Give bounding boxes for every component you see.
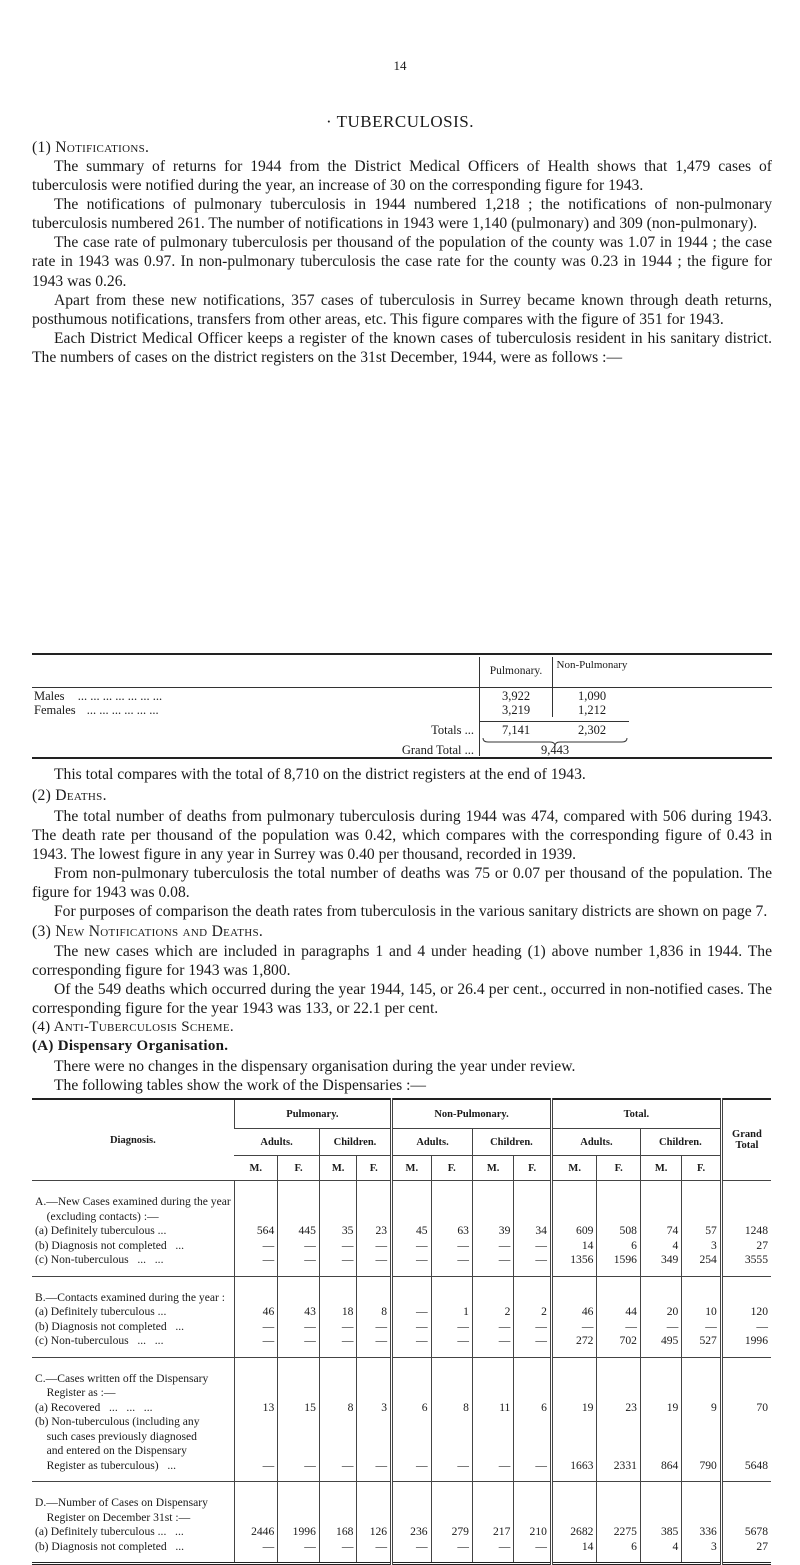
value-cell xyxy=(392,1357,431,1482)
section-2-body xyxy=(32,807,772,922)
sex-f: F. xyxy=(514,1156,552,1181)
value: — xyxy=(457,1539,469,1553)
section-3-body xyxy=(32,942,772,1018)
value: — xyxy=(535,1539,547,1553)
value: 790 xyxy=(699,1458,717,1472)
value: 254 xyxy=(699,1253,717,1266)
value-cell xyxy=(597,1276,641,1357)
value: 168 xyxy=(336,1525,354,1538)
diagnosis-line: (a) Definitely tuberculous ... xyxy=(35,1305,167,1318)
header-total: Total. xyxy=(551,1099,721,1129)
section-4-heading: (4) Anti-Tuberculosis Scheme. xyxy=(32,1019,234,1035)
paragraph: The summary of returns for 1944 from the District Medical Officers of Health shows that 1,479 cases of tuberculosis were notified during the year, an increase of 30 on the corresponding figure for 1943. xyxy=(32,158,772,195)
col-non-pulmonary-header: Non-Pulmonary xyxy=(556,659,628,671)
value: 864 xyxy=(660,1458,679,1472)
value-cell xyxy=(551,1482,596,1564)
value: 20 xyxy=(666,1305,679,1318)
value-cell xyxy=(392,1181,431,1277)
value: 349 xyxy=(660,1253,679,1266)
diagnosis-line: Register as tuberculous) ... xyxy=(35,1458,177,1472)
diagnosis-line: (b) Diagnosis not completed ... xyxy=(35,1238,185,1252)
value: — xyxy=(535,1334,547,1347)
page-title: · TUBERCULOSIS. xyxy=(326,112,474,131)
value: 18 xyxy=(341,1305,354,1318)
diagnosis-line: D.—Number of Cases on Dispensary xyxy=(35,1496,208,1509)
sex-f: F. xyxy=(357,1156,392,1181)
value-cell xyxy=(392,1482,431,1564)
value: — xyxy=(457,1319,469,1333)
value: 46 xyxy=(581,1305,594,1318)
value: 385 xyxy=(660,1525,679,1538)
value: 236 xyxy=(410,1525,428,1538)
value: — xyxy=(581,1319,594,1333)
section-3-heading: (3) New Notifications and Deaths. xyxy=(32,923,264,940)
value-cell xyxy=(431,1181,472,1277)
value: 495 xyxy=(660,1334,679,1347)
females-non-pulmonary: 1,212 xyxy=(577,703,607,717)
sex-m: M. xyxy=(640,1156,681,1181)
grand-total-label: Grand Total ... xyxy=(401,743,474,757)
value-cell xyxy=(357,1276,392,1357)
value-cell xyxy=(721,1181,771,1277)
value-cell xyxy=(472,1276,513,1357)
value: — xyxy=(415,1253,428,1266)
table-section-row xyxy=(32,1482,771,1564)
value: — xyxy=(498,1319,511,1333)
value-cell xyxy=(640,1482,681,1564)
value: — xyxy=(304,1334,316,1347)
value-cell xyxy=(597,1181,641,1277)
totals-non-pulmonary: 2,302 xyxy=(577,723,607,737)
header-diagnosis: Diagnosis. xyxy=(109,1134,156,1146)
value: — xyxy=(415,1334,428,1347)
value-cell xyxy=(551,1181,596,1277)
paragraph: Apart from these new notifications, 357 cases of tuberculosis in Surrey became known through death returns, posthumous notifications, transfers from other areas, etc. This figure compares with the figure of 351 for 1943. xyxy=(32,291,772,328)
value: 3555 xyxy=(744,1253,768,1266)
register-table xyxy=(32,653,772,763)
value: — xyxy=(262,1539,275,1553)
value: — xyxy=(304,1319,316,1333)
value: 272 xyxy=(576,1334,594,1347)
value: 445 xyxy=(298,1224,316,1237)
subheader-children: Children. xyxy=(472,1129,551,1156)
value: 5678 xyxy=(744,1525,768,1538)
value: 1996 xyxy=(292,1525,316,1538)
value: — xyxy=(498,1458,511,1472)
sex-m: M. xyxy=(234,1156,278,1181)
value: — xyxy=(262,1334,275,1347)
value-cell xyxy=(514,1181,552,1277)
value: 6 xyxy=(541,1400,547,1414)
page-number: 14 xyxy=(393,58,407,73)
value: 46 xyxy=(262,1305,275,1318)
table-section-row xyxy=(32,1357,771,1482)
value: — xyxy=(457,1334,469,1347)
totals-pulmonary: 7,141 xyxy=(501,723,531,737)
diagnosis-line: such cases previously diagnosed xyxy=(35,1429,197,1443)
section-2-heading: (2) Deaths. xyxy=(32,787,107,804)
paragraph: Of the 549 deaths which occurred during the year 1944, 145, or 26.4 per cent., occurred in non-notified cases. The corresponding figure for the year 1943 was 133, or 22.1 per cent. xyxy=(32,981,772,1018)
dispensary-table-body xyxy=(32,1181,771,1564)
value: 63 xyxy=(457,1224,469,1237)
value-cell xyxy=(319,1181,357,1277)
value: 27 xyxy=(756,1539,768,1553)
value-cell xyxy=(472,1357,513,1482)
value: — xyxy=(341,1334,354,1347)
value: 70 xyxy=(756,1400,768,1414)
value: 14 xyxy=(581,1539,594,1553)
value-cell xyxy=(319,1357,357,1482)
value: 279 xyxy=(451,1525,469,1538)
value-cell xyxy=(514,1357,552,1482)
diagnosis-cell xyxy=(32,1276,234,1357)
value: — xyxy=(375,1539,388,1553)
value-cell xyxy=(278,1276,320,1357)
value: 336 xyxy=(699,1525,717,1538)
value: 14 xyxy=(581,1238,594,1252)
diagnosis-cell xyxy=(32,1357,234,1482)
paragraph: There were no changes in the dispensary organisation during the year under review. xyxy=(54,1058,576,1075)
value-cell xyxy=(682,1181,722,1277)
value: 508 xyxy=(619,1224,637,1237)
value: 4 xyxy=(672,1539,679,1553)
value: — xyxy=(666,1319,679,1333)
value-cell xyxy=(640,1276,681,1357)
value: — xyxy=(304,1238,316,1252)
sex-m: M. xyxy=(472,1156,513,1181)
value: — xyxy=(415,1539,428,1553)
value: — xyxy=(535,1319,547,1333)
section-4-subheading: (A) Dispensary Organisation. xyxy=(32,1038,229,1054)
header-non-pulmonary: Non-Pulmonary. xyxy=(392,1099,552,1129)
value: 11 xyxy=(499,1400,511,1414)
value: 15 xyxy=(304,1400,316,1414)
value: — xyxy=(341,1253,354,1266)
value-cell xyxy=(551,1357,596,1482)
value-cell xyxy=(234,1276,278,1357)
sex-f: F. xyxy=(431,1156,472,1181)
value: — xyxy=(457,1238,469,1252)
diagnosis-line: (a) Recovered ... ... ... xyxy=(35,1400,153,1414)
grand-total-value: 9,443 xyxy=(540,743,570,757)
value: — xyxy=(498,1238,511,1252)
value: — xyxy=(341,1458,354,1472)
value: — xyxy=(415,1458,428,1472)
value: — xyxy=(415,1238,428,1252)
males-non-pulmonary: 1,090 xyxy=(577,689,607,703)
subheader-adults: Adults. xyxy=(234,1129,319,1156)
value: — xyxy=(415,1319,428,1333)
value-cell xyxy=(472,1181,513,1277)
value: — xyxy=(625,1319,637,1333)
value: 8 xyxy=(381,1305,388,1318)
value: 34 xyxy=(535,1224,547,1237)
paragraph: From non-pulmonary tuberculosis the total number of deaths was 75 or 0.07 per thousand of the population. The figure for 1943 was 0.08. xyxy=(32,865,772,902)
value: 1356 xyxy=(570,1253,594,1266)
value: — xyxy=(375,1458,388,1472)
value: — xyxy=(375,1319,388,1333)
dispensary-table xyxy=(32,1098,771,1565)
diagnosis-line: B.—Contacts examined during the year : xyxy=(35,1290,225,1304)
value: 120 xyxy=(750,1305,768,1318)
value: 39 xyxy=(498,1224,511,1237)
value: 27 xyxy=(756,1238,768,1252)
after-register-text: This total compares with the total of 8,710 on the district registers at the end of 1943. xyxy=(54,766,586,783)
subheader-children: Children. xyxy=(319,1129,391,1156)
header-pulmonary: Pulmonary. xyxy=(234,1099,391,1129)
value-cell xyxy=(234,1482,278,1564)
value: — xyxy=(498,1334,511,1347)
value: 13 xyxy=(262,1400,275,1414)
value: 8 xyxy=(347,1400,354,1414)
paragraph: The case rate of pulmonary tuberculosis per thousand of the population of the county was 1.07 in 1944 ; the case rate in 1943 was 0.97. In non-pulmonary tuberculosis the case rate for the county was 0.23 in 1944 ; the figure for 1943 was 0.26. xyxy=(32,234,772,290)
diagnosis-line: (a) Definitely tuberculous ... xyxy=(35,1224,167,1237)
value-cell xyxy=(597,1357,641,1482)
value: 19 xyxy=(581,1400,594,1414)
value: 8 xyxy=(463,1400,469,1414)
value: 702 xyxy=(619,1334,637,1347)
value: 3 xyxy=(711,1539,717,1553)
sex-f: F. xyxy=(597,1156,641,1181)
section-1-heading: (1) Notifications. xyxy=(32,139,150,156)
value: — xyxy=(304,1458,316,1472)
col-pulmonary-header: Pulmonary. xyxy=(489,665,543,677)
value-cell xyxy=(472,1482,513,1564)
value-cell xyxy=(514,1276,552,1357)
subheader-adults: Adults. xyxy=(551,1129,640,1156)
value: — xyxy=(304,1539,316,1553)
value-cell xyxy=(514,1482,552,1564)
diagnosis-cell xyxy=(32,1482,234,1564)
paragraph: Each District Medical Officer keeps a register of the known cases of tuberculosis resident in his sanitary district. The numbers of cases on the district registers on the 31st December, 1944, were as follows :— xyxy=(32,329,772,366)
males-pulmonary: 3,922 xyxy=(501,689,531,703)
value: 126 xyxy=(369,1525,388,1538)
diagnosis-line: Register on December 31st :— xyxy=(35,1510,191,1524)
value: 217 xyxy=(492,1525,511,1538)
value: 44 xyxy=(625,1305,637,1318)
value: 23 xyxy=(375,1224,388,1237)
value-cell xyxy=(721,1276,771,1357)
register-row-label: Females ... ... ... ... ... ... xyxy=(34,703,159,717)
subheader-adults: Adults. xyxy=(392,1129,473,1156)
value: — xyxy=(535,1458,547,1472)
paragraph: The new cases which are included in paragraphs 1 and 4 under heading (1) above number 1,836 in 1944. The corresponding figure for 1943 was 1,800. xyxy=(32,943,772,980)
value-cell xyxy=(431,1276,472,1357)
value: — xyxy=(341,1319,354,1333)
value: — xyxy=(756,1319,768,1333)
sex-f: F. xyxy=(278,1156,320,1181)
value: 210 xyxy=(529,1525,547,1538)
value-cell xyxy=(392,1276,431,1357)
value: 23 xyxy=(625,1400,637,1414)
value-cell xyxy=(682,1482,722,1564)
paragraph: The total number of deaths from pulmonary tuberculosis during 1944 was 474, compared with 506 during 1943. The death rate per thousand of the population was 0.42, which compares with the corresponding figure of 0.43 in 1943. The lowest figure in any year in Surrey was 0.40 per thousand, recorded in 1939. xyxy=(32,808,772,864)
diagnosis-line: (excluding contacts) :— xyxy=(35,1209,159,1223)
diagnosis-line: C.—Cases written off the Dispensary xyxy=(35,1371,209,1385)
value: 43 xyxy=(304,1305,316,1318)
value: 527 xyxy=(699,1334,717,1347)
value-cell xyxy=(357,1181,392,1277)
value: — xyxy=(262,1253,275,1266)
value: 45 xyxy=(415,1224,428,1237)
value: — xyxy=(341,1539,354,1553)
value: 10 xyxy=(705,1305,717,1318)
value: 4 xyxy=(672,1238,679,1252)
value: 1663 xyxy=(570,1458,594,1472)
paragraph: The notifications of pulmonary tuberculosis in 1944 numbered 1,218 ; the notifications of non-pulmonary tuberculosis numbered 261. The number of notifications in 1943 were 1,140 (pulmonary) and 309 (non-pulmonary). xyxy=(32,196,772,233)
value: 1596 xyxy=(613,1253,637,1266)
diagnosis-line: (a) Definitely tuberculous ... ... xyxy=(35,1525,184,1538)
diagnosis-cell xyxy=(32,1181,234,1277)
value-cell xyxy=(721,1482,771,1564)
value: 3 xyxy=(711,1238,717,1252)
diagnosis-line: and entered on the Dispensary xyxy=(35,1444,187,1457)
value: 6 xyxy=(631,1238,637,1252)
value: — xyxy=(535,1238,547,1252)
value: 57 xyxy=(705,1224,717,1237)
value: 74 xyxy=(666,1224,679,1237)
value: — xyxy=(262,1319,275,1333)
value-cell xyxy=(640,1181,681,1277)
value: 1996 xyxy=(744,1334,768,1347)
value: 6 xyxy=(421,1400,428,1414)
sex-f: F. xyxy=(682,1156,722,1181)
value: 609 xyxy=(576,1224,594,1237)
diagnosis-line: (c) Non-tuberculous ... ... xyxy=(35,1334,164,1347)
diagnosis-line: (b) Diagnosis not completed ... xyxy=(35,1319,185,1333)
totals-label: Totals ... xyxy=(431,723,474,737)
value: 3 xyxy=(381,1400,388,1414)
value-cell xyxy=(278,1357,320,1482)
value: — xyxy=(535,1253,547,1266)
value: 19 xyxy=(666,1400,679,1414)
value: — xyxy=(262,1458,275,1472)
value-cell xyxy=(640,1357,681,1482)
paragraph: For purposes of comparison the death rates from tuberculosis in the various sanitary districts are shown on page 7. xyxy=(54,903,768,921)
value: — xyxy=(498,1539,511,1553)
diagnosis-line: (b) Diagnosis not completed ... xyxy=(35,1539,185,1553)
subheader-children: Children. xyxy=(640,1129,721,1156)
value-cell xyxy=(431,1482,472,1564)
value: 2275 xyxy=(613,1525,637,1538)
value: — xyxy=(262,1238,275,1252)
diagnosis-line: A.—New Cases examined during the year xyxy=(35,1195,231,1208)
sex-m: M. xyxy=(551,1156,596,1181)
value: — xyxy=(705,1319,717,1333)
section-1-body xyxy=(32,157,772,367)
value: — xyxy=(375,1253,388,1266)
table-section-row xyxy=(32,1181,771,1277)
value: 9 xyxy=(711,1400,717,1414)
value-cell xyxy=(319,1482,357,1564)
value: — xyxy=(375,1238,388,1252)
value: 1 xyxy=(463,1305,469,1318)
table-section-row xyxy=(32,1276,771,1357)
value: 5648 xyxy=(744,1458,768,1472)
value: — xyxy=(457,1458,469,1472)
value: — xyxy=(498,1253,511,1266)
sex-m: M. xyxy=(392,1156,431,1181)
value-cell xyxy=(278,1482,320,1564)
value-cell xyxy=(721,1357,771,1482)
value-cell xyxy=(319,1276,357,1357)
value-cell xyxy=(551,1276,596,1357)
value-cell xyxy=(431,1357,472,1482)
value: 2331 xyxy=(613,1458,637,1472)
value: 2 xyxy=(504,1305,511,1318)
value: 35 xyxy=(341,1224,354,1237)
value-cell xyxy=(357,1482,392,1564)
value: 2 xyxy=(541,1305,547,1318)
value-cell xyxy=(234,1357,278,1482)
value: — xyxy=(341,1238,354,1252)
females-pulmonary: 3,219 xyxy=(501,703,531,717)
header-grand-total: Grand Total xyxy=(721,1099,771,1181)
diagnosis-line: (c) Non-tuberculous ... ... xyxy=(35,1253,164,1266)
value-cell xyxy=(597,1482,641,1564)
value: — xyxy=(415,1305,428,1318)
value: — xyxy=(375,1334,388,1347)
value-cell xyxy=(357,1357,392,1482)
value-cell xyxy=(278,1181,320,1277)
value: 2446 xyxy=(251,1525,275,1538)
value-cell xyxy=(682,1357,722,1482)
value: 2682 xyxy=(570,1525,594,1538)
value: 1248 xyxy=(744,1224,768,1237)
value-cell xyxy=(682,1276,722,1357)
value: — xyxy=(304,1253,316,1266)
value: 564 xyxy=(256,1224,275,1237)
paragraph: The following tables show the work of the Dispensaries :— xyxy=(54,1077,427,1095)
diagnosis-line: (b) Non-tuberculous (including any xyxy=(35,1415,200,1428)
value-cell xyxy=(234,1181,278,1277)
value: — xyxy=(457,1253,469,1266)
diagnosis-line: Register as :— xyxy=(35,1386,116,1399)
value: 6 xyxy=(631,1539,637,1553)
section-4-body xyxy=(32,1057,772,1095)
sex-m: M. xyxy=(319,1156,357,1181)
register-row-label: Males ... ... ... ... ... ... ... xyxy=(34,689,163,703)
